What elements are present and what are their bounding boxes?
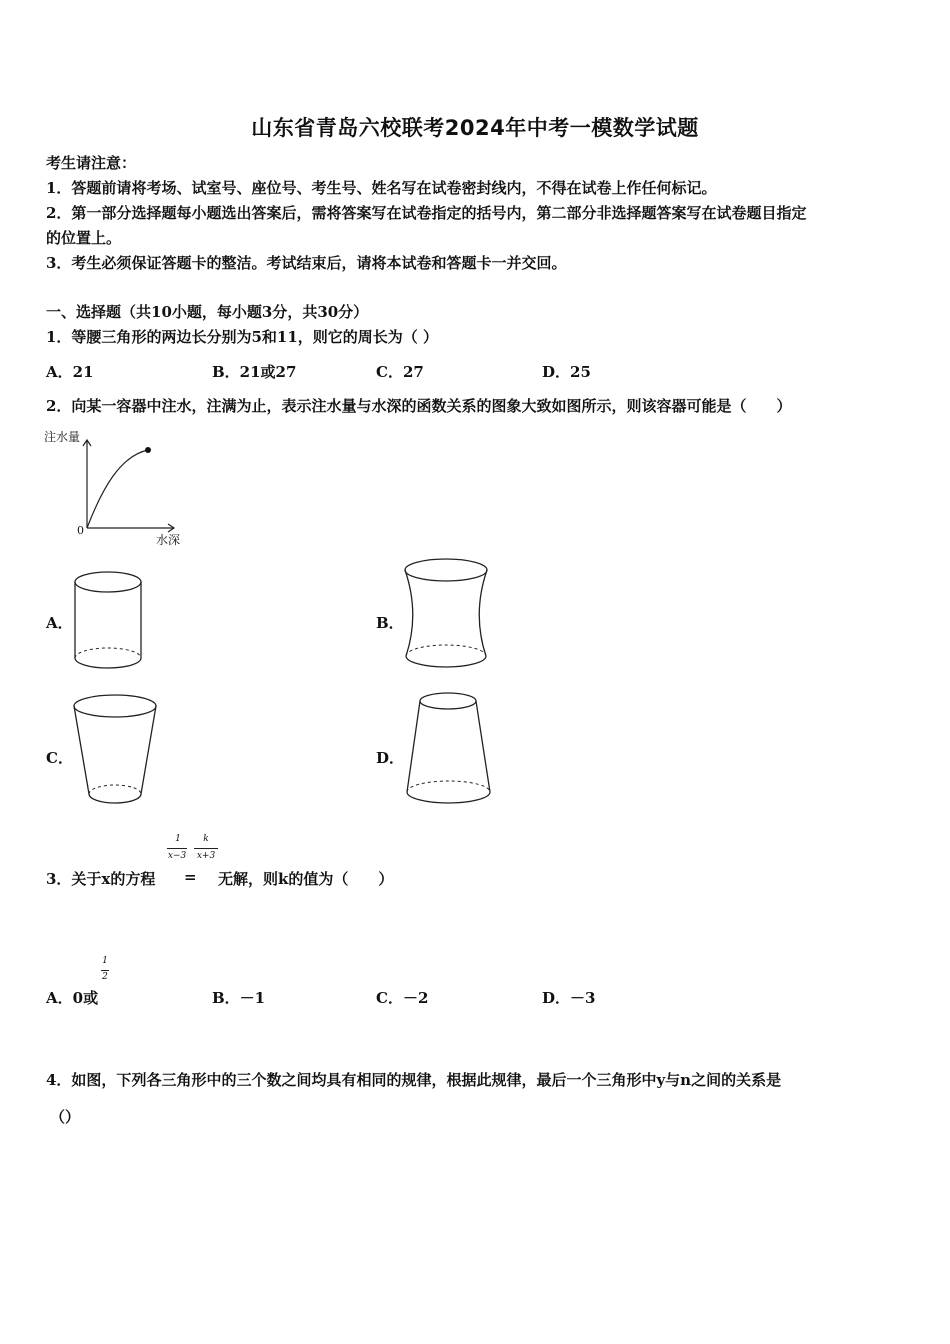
q2-option-a: A． — [46, 614, 73, 632]
q3-option-b: B．－1 — [212, 989, 266, 1007]
q3-equals: = — [184, 868, 197, 886]
notice-heading: 考生请注意： — [46, 154, 137, 172]
container-d-frustum — [402, 688, 496, 808]
q4-paren: （） — [50, 1108, 81, 1126]
q3-option-c: C．－2 — [376, 989, 429, 1007]
q3-frac-right-bar — [194, 848, 218, 849]
container-a-cylinder — [70, 568, 150, 672]
q3-option-d: D．－3 — [542, 989, 596, 1007]
q3-opt-a-frac-den: 2 — [102, 972, 108, 982]
graph-origin-label: 0 — [77, 524, 84, 537]
graph-y-label: 注水量 — [44, 430, 81, 444]
q3-frac-left-num: 1 — [175, 834, 181, 844]
q1-option-d: D．25 — [542, 363, 591, 381]
q3-frac-right-den: x+3 — [196, 851, 216, 861]
q2-text: 2．向某一容器中注水，注满为止，表示注水量与水深的函数关系的图象大致如图所示，则该容器可能是（ ） — [46, 397, 792, 415]
q3-frac-left-den: x−3 — [167, 851, 187, 861]
q3-prefix: 3．关于x的方程 — [46, 870, 156, 888]
q3-frac-right-num: k — [203, 834, 209, 844]
notice-item-3: 3．考生必须保证答题卡的整洁。考试结束后，请将本试卷和答题卡一并交回。 — [46, 254, 567, 272]
q2-option-c: C． — [46, 749, 73, 767]
q2-option-d: D． — [376, 749, 405, 767]
q3-opt-a-frac-num: 1 — [102, 956, 108, 966]
q3-option-a: A．0或 — [46, 989, 99, 1007]
container-c-cup — [70, 692, 162, 808]
q1-option-c: C．27 — [376, 363, 424, 381]
notice-item-2: 2．第一部分选择题每小题选出答案后，需将答案写在试卷指定的括号内，第二部分非选择题答案写在试卷题目指定 — [46, 204, 807, 222]
graph-x-label: 水深 — [156, 533, 181, 547]
q4-text: 4．如图，下列各三角形中的三个数之间均具有相同的规律，根据此规律，最后一个三角形中y与n之间的关系是 — [46, 1071, 782, 1089]
section-heading: 一、选择题（共10小题，每小题3分，共30分） — [46, 303, 369, 321]
q2-option-b: B． — [376, 614, 404, 632]
q3-frac-left-bar — [167, 848, 187, 849]
q1-option-a: A．21 — [46, 363, 94, 381]
q1-text: 1．等腰三角形的两边长分别为5和11，则它的周长为（ ） — [46, 328, 438, 346]
notice-item-1: 1．答题前请将考场、试室号、座位号、考生号、姓名写在试卷密封线内，不得在试卷上作任何标记。 — [46, 179, 717, 197]
q1-option-b: B．21或27 — [212, 363, 297, 381]
q3-suffix: 无解，则k的值为（ ） — [218, 870, 394, 888]
page-title: 山东省青岛六校联考2024年中考一模数学试题 — [251, 116, 699, 140]
container-b-hourglass — [400, 556, 492, 674]
notice-item-2-cont: 的位置上。 — [46, 229, 122, 247]
q3-opt-a-frac-bar — [101, 970, 109, 971]
